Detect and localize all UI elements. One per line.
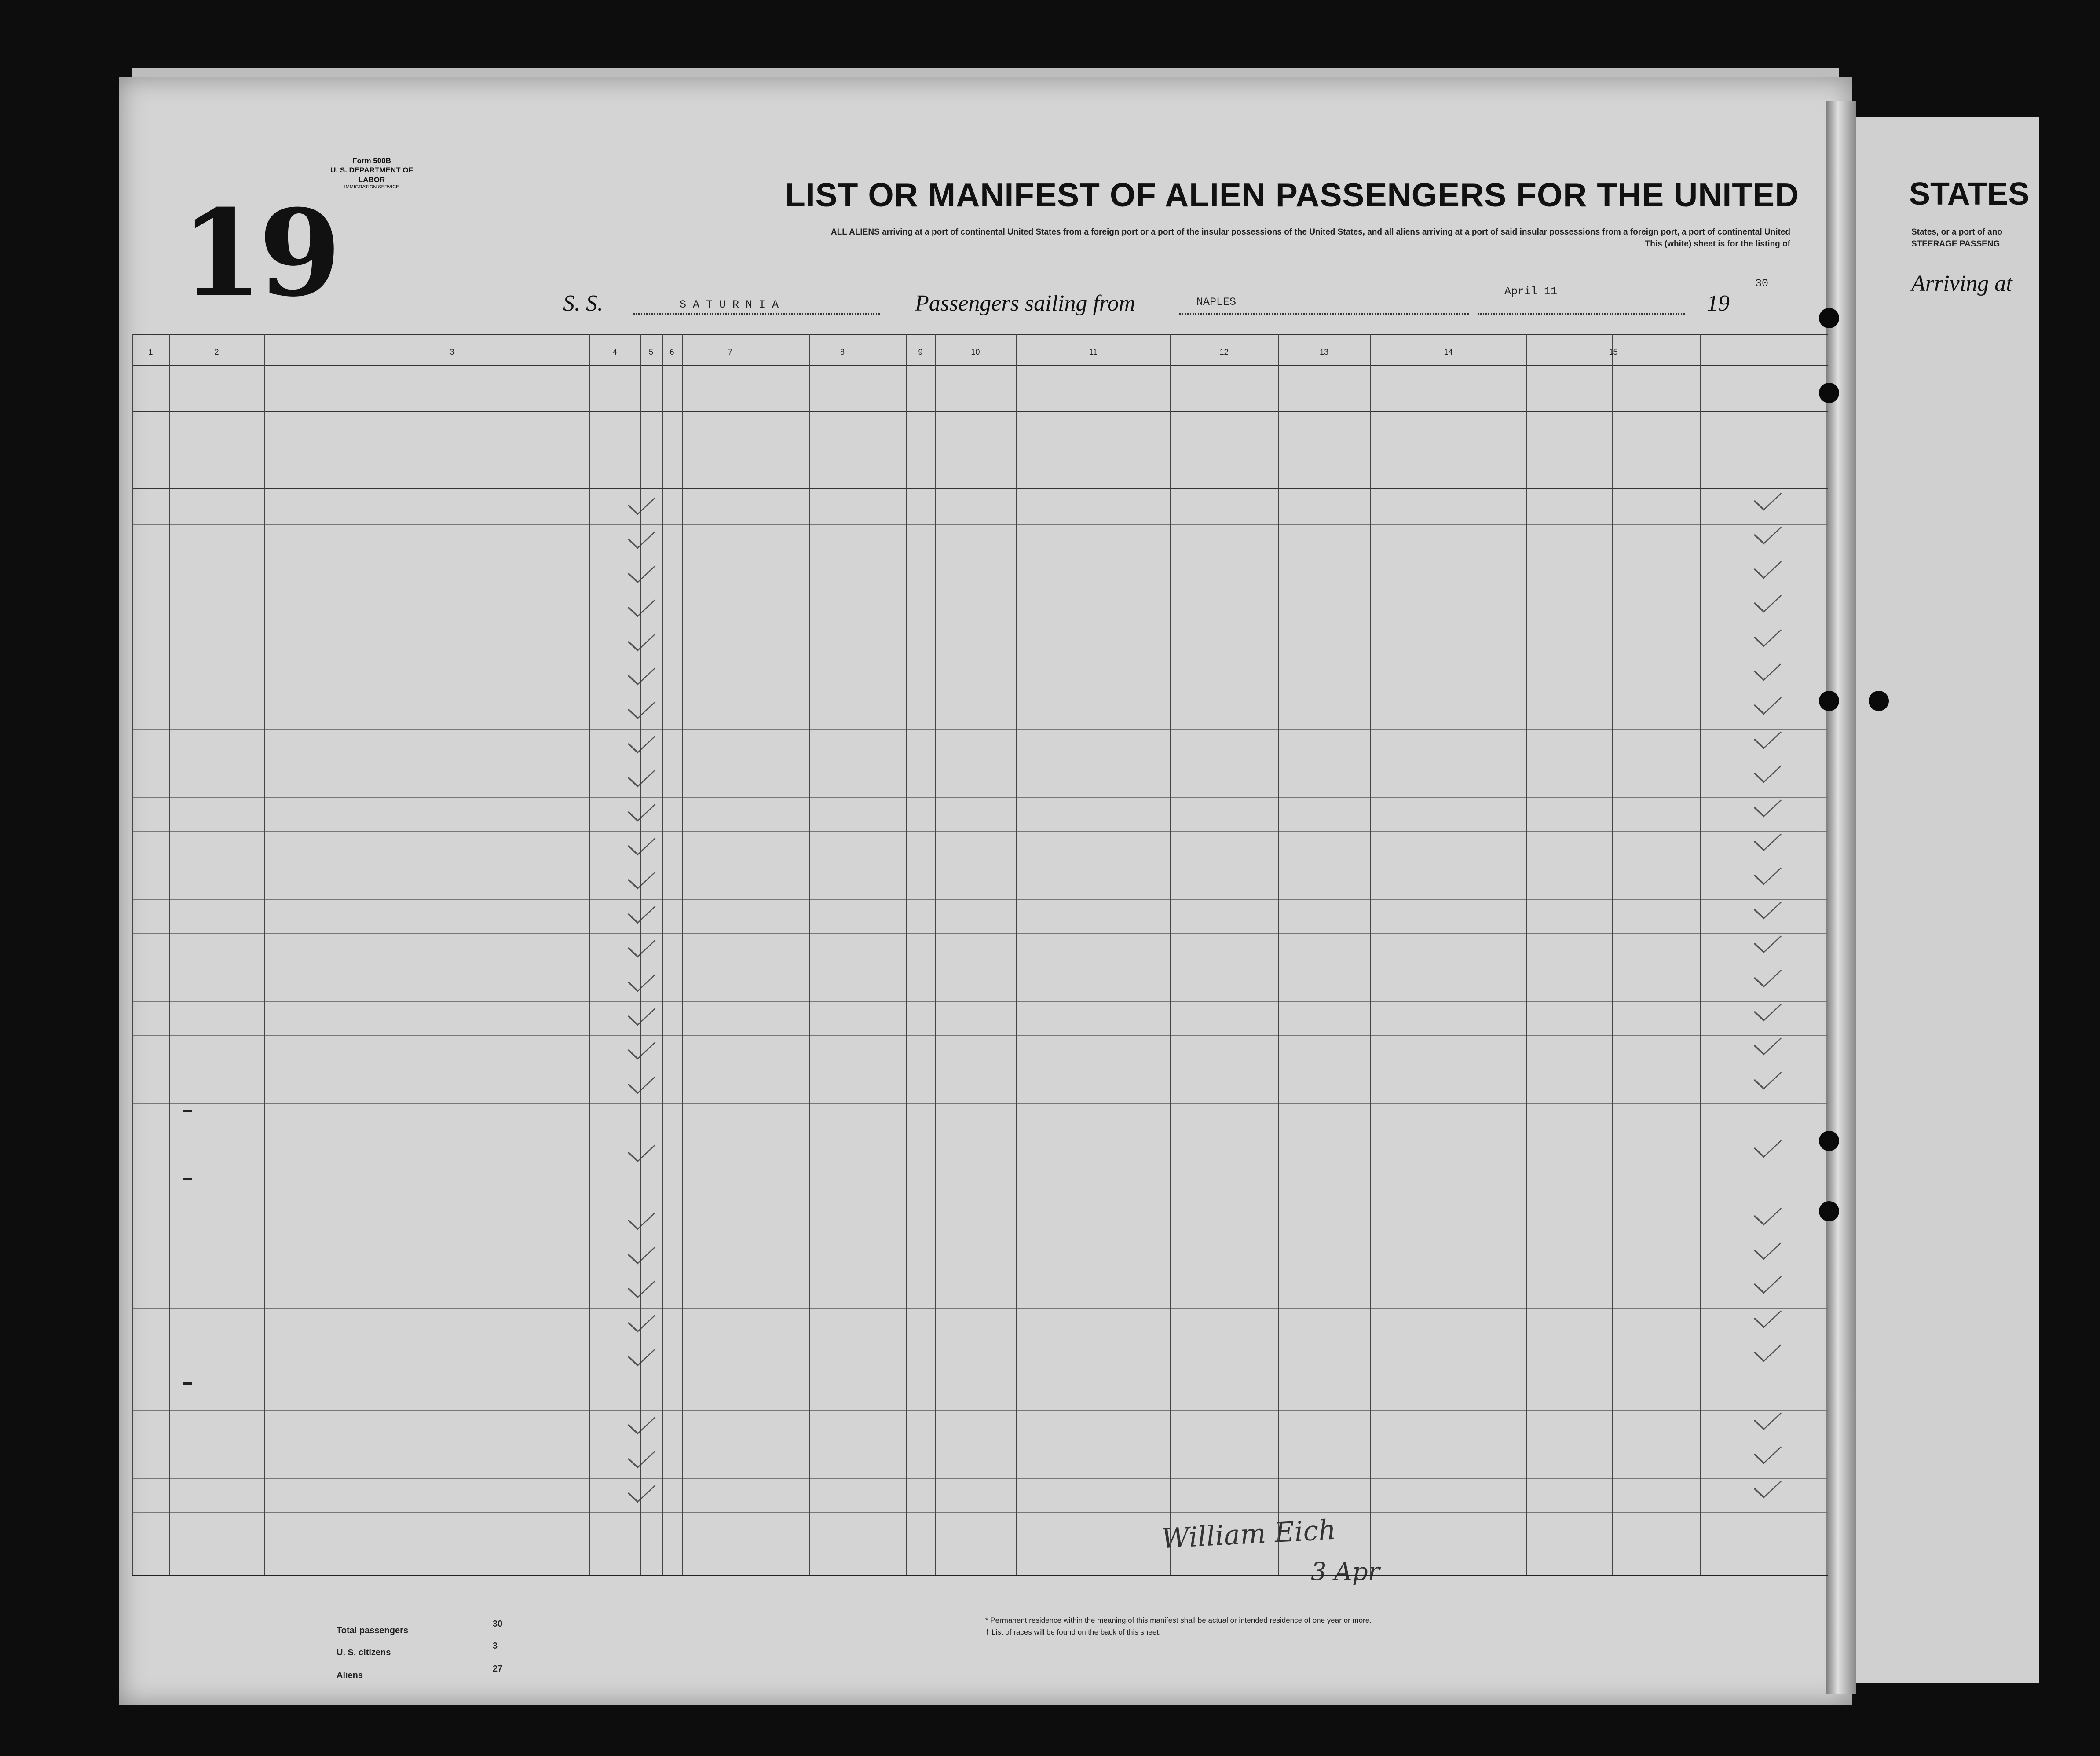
column-rule — [1278, 334, 1279, 1575]
status-stamp — [183, 1110, 192, 1112]
status-stamp — [183, 1178, 192, 1180]
column-rule — [809, 334, 810, 1575]
column-number-10: 10 — [971, 348, 980, 356]
date-line — [1478, 313, 1685, 315]
column-number-9: 9 — [918, 348, 923, 356]
column-rule — [1526, 334, 1527, 1575]
facing-sub-1: States, or a port of ano — [1911, 227, 2002, 237]
footnote-1: * Permanent residence within the meaning of this manifest shall be actual or intended residence of one year or more. — [985, 1616, 1372, 1624]
row-rule — [132, 1478, 1828, 1479]
column-rule — [589, 334, 590, 1575]
column-number-8: 8 — [840, 348, 845, 356]
row-rule — [132, 1410, 1828, 1411]
port-line — [1179, 313, 1469, 315]
footnote-2: † List of races will be found on the back of this sheet. — [985, 1628, 1161, 1636]
row-rule — [132, 1103, 1828, 1104]
column-rule — [169, 334, 170, 1575]
subtitle-line-1: ALL ALIENS arriving at a port of continental United States from a foreign port or a port of the insular possessions of the United States, and all aliens arriving at a port of said insular possessions from a foreign port, a port of continental United — [830, 227, 1790, 237]
column-rule — [1700, 334, 1701, 1575]
form-header — [321, 156, 422, 191]
row-rule — [132, 1035, 1828, 1036]
facing-subtitle — [1911, 227, 2002, 250]
row-rule — [132, 1308, 1828, 1309]
sailing-date: April 11 — [1504, 285, 1558, 298]
binder-hole — [1819, 383, 1839, 403]
subtitle-line-2: This (white) sheet is for the listing of — [1645, 239, 1790, 249]
column-number-11: 11 — [1089, 348, 1098, 356]
row-rule — [132, 933, 1828, 934]
row-rule — [132, 899, 1828, 900]
column-rule — [1170, 334, 1171, 1575]
column-rule — [935, 334, 936, 1575]
header-rule — [132, 365, 1828, 366]
column-rule — [682, 334, 683, 1575]
column-number-13: 13 — [1319, 348, 1329, 356]
aliens-value: 27 — [493, 1664, 503, 1674]
row-rule — [132, 524, 1828, 525]
binder-hole — [1819, 1201, 1839, 1221]
column-number-14: 14 — [1444, 348, 1453, 356]
header-rule — [132, 488, 1828, 489]
total-passengers-label: Total passengers — [337, 1626, 409, 1635]
table-bottom-rule — [132, 1575, 1828, 1576]
facing-title: STATES — [1909, 176, 2030, 212]
inspector-note: 3 Apr — [1311, 1558, 1380, 1586]
binder-hole — [1869, 691, 1889, 711]
service: IMMIGRATION SERVICE — [344, 184, 399, 190]
facing-arriving: Arriving at — [1911, 271, 2012, 296]
column-number-1: 1 — [148, 348, 153, 356]
column-rule — [906, 334, 907, 1575]
department: U. S. DEPARTMENT OF LABOR — [330, 166, 413, 184]
column-number-15: 15 — [1609, 348, 1618, 356]
departure-port: NAPLES — [1196, 296, 1237, 308]
header-rule — [132, 411, 1828, 412]
column-rule — [132, 334, 133, 1575]
column-rule — [264, 334, 265, 1575]
column-number-6: 6 — [670, 348, 674, 356]
binder-hole — [1819, 308, 1839, 328]
page-subtitle — [471, 227, 1790, 250]
column-number-4: 4 — [612, 348, 617, 356]
us-citizens-value: 3 — [493, 1641, 498, 1651]
ship-name-line — [633, 313, 880, 315]
column-number-12: 12 — [1219, 348, 1229, 356]
row-rule — [132, 831, 1828, 832]
sheet-number: 19 — [180, 183, 337, 323]
year-prefix: 19 — [1707, 291, 1730, 316]
column-number-3: 3 — [450, 348, 454, 356]
ship-prefix: S. S. — [563, 291, 603, 316]
us-citizens-label: U. S. citizens — [337, 1648, 391, 1657]
column-rule — [1370, 334, 1371, 1575]
facing-page — [1850, 117, 2039, 1683]
ship-name: S A T U R N I A — [680, 298, 779, 311]
row-rule — [132, 1001, 1828, 1002]
column-number-2: 2 — [214, 348, 219, 356]
status-stamp — [183, 1382, 192, 1385]
page-title: LIST OR MANIFEST OF ALIEN PASSENGERS FOR THE UNITED — [785, 176, 1800, 213]
inspector-signature: William Eich — [1160, 1513, 1337, 1555]
header-rule — [132, 334, 1828, 335]
column-rule — [1612, 334, 1613, 1575]
binder-hole — [1819, 691, 1839, 711]
binder-hole — [1819, 1131, 1839, 1151]
page-binding — [1826, 101, 1856, 1694]
column-number-7: 7 — [728, 348, 732, 356]
facing-sub-2: STEERAGE PASSENG — [1911, 239, 2000, 249]
column-rule — [1016, 334, 1017, 1575]
row-rule — [132, 797, 1828, 798]
manifest-table — [132, 334, 1828, 1575]
year-suffix: 30 — [1755, 277, 1769, 290]
form-number: Form 500B — [352, 157, 391, 165]
column-rule — [662, 334, 663, 1575]
total-passengers-value: 30 — [493, 1619, 503, 1629]
sailing-label: Passengers sailing from — [915, 291, 1135, 316]
column-number-5: 5 — [648, 348, 653, 356]
aliens-label: Aliens — [337, 1671, 363, 1680]
row-rule — [132, 1512, 1828, 1513]
row-rule — [132, 729, 1828, 730]
